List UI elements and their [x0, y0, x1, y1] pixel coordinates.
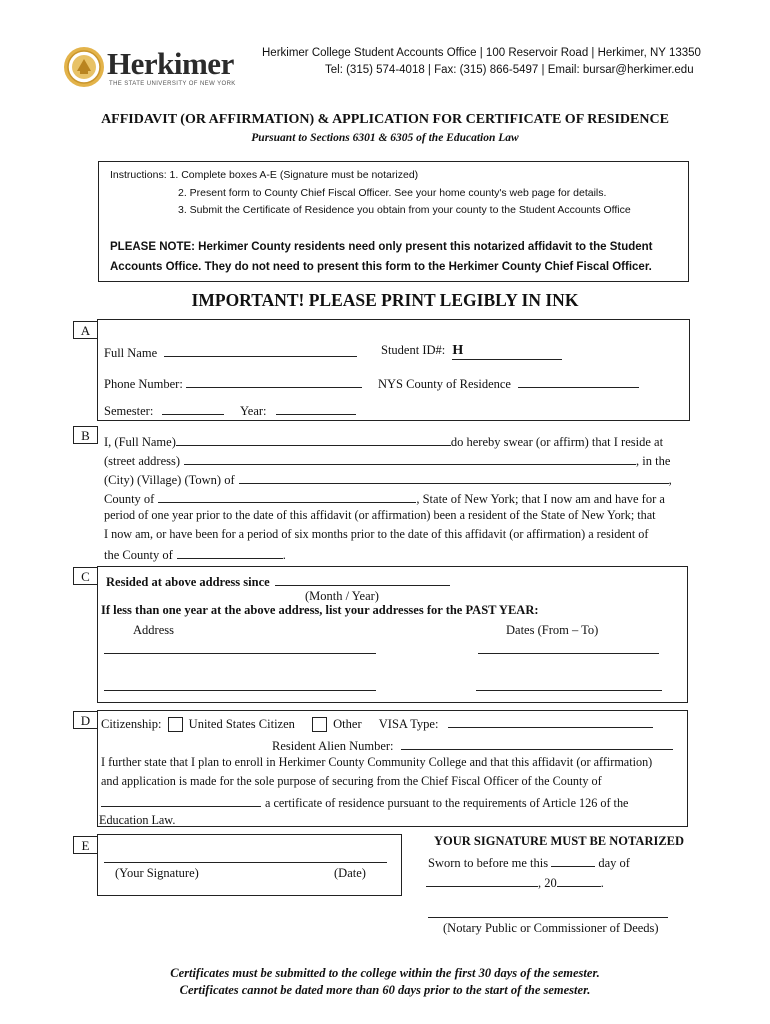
full-name-label [104, 343, 357, 361]
your-signature-caption: (Your Signature) [115, 866, 199, 880]
notarized-heading: YOUR SIGNATURE MUST BE NOTARIZED [434, 834, 685, 848]
prior-address-field-2[interactable] [104, 690, 376, 691]
alien-number-line [272, 736, 673, 754]
phone-label [104, 374, 362, 392]
student-id-text: Student ID#: [381, 343, 446, 357]
in-the-text: , in the [636, 454, 671, 468]
day-of-text: day of [598, 856, 630, 870]
sworn-year-line [426, 873, 604, 891]
year-field[interactable] [276, 401, 356, 415]
section-d-para-3 [101, 793, 628, 811]
notary-signature-field[interactable] [428, 917, 668, 918]
college-seal-icon [63, 46, 105, 88]
chief-fiscal-county-field[interactable] [101, 793, 261, 807]
logo-tagline: THE STATE UNIVERSITY OF NEW YORK [109, 81, 236, 87]
section-b-line-4 [104, 489, 665, 507]
city-field[interactable] [239, 470, 669, 484]
student-id-field[interactable] [452, 343, 562, 360]
phone-field[interactable] [186, 374, 362, 388]
date-caption: (Date) [334, 866, 366, 880]
footer-line-1: Certificates must be submitted to the college within the first 30 days of the semester. [170, 966, 600, 980]
instructions-box [98, 161, 689, 282]
sworn-day-field[interactable] [551, 853, 595, 867]
county-residence-field[interactable] [518, 374, 639, 388]
county-of-field[interactable] [158, 489, 416, 503]
sworn-year-field[interactable] [557, 873, 601, 887]
section-b-line-1 [104, 432, 663, 450]
street-address-field[interactable] [184, 451, 636, 465]
year-suffix-text: . [600, 876, 604, 890]
form-title: AFFIDAVIT (OR AFFIRMATION) & APPLICATION FOR CERTIFICATE OF RESIDENCE [101, 112, 669, 127]
visa-type-text: VISA Type: [378, 717, 439, 731]
section-d-label: D [73, 711, 98, 729]
phone-text: Phone Number: [104, 377, 183, 391]
us-citizen-checkbox[interactable] [168, 717, 183, 732]
county-residence-text: NYS County of Residence [378, 377, 511, 391]
student-id-prefix: H [452, 343, 464, 358]
street-address-text: (street address) [104, 454, 181, 468]
year-text: Year: [240, 404, 267, 418]
city-text: (City) (Village) (Town) of [104, 473, 235, 487]
full-name-oath-text: I, (Full Name) [104, 435, 176, 449]
citizenship-line [101, 714, 653, 734]
form-subtitle: Pursuant to Sections 6301 & 6305 of the Education Law [251, 132, 519, 144]
full-name-field[interactable] [164, 343, 357, 357]
section-c-label: C [73, 567, 98, 585]
state-text: , State of New York; that I now am and have for a [416, 492, 665, 506]
notary-caption: (Notary Public or Commissioner of Deeds) [443, 921, 659, 935]
section-e-box [97, 834, 402, 896]
sworn-month-field[interactable] [426, 873, 538, 887]
college-logo [63, 44, 243, 90]
prior-address-field-1[interactable] [104, 653, 376, 654]
year-label [240, 401, 356, 419]
county-of-2-text: the County of [104, 548, 173, 562]
section-d-para-4: Education Law. [99, 813, 176, 827]
comma-text: , [668, 473, 672, 487]
alien-number-text: Resident Alien Number: [272, 739, 394, 753]
us-citizen-text: United States Citizen [188, 717, 295, 731]
resided-since-field[interactable] [275, 572, 450, 586]
county-residence-label [378, 374, 639, 392]
instruction-step-1: Instructions: 1. Complete boxes A-E (Signature must be notarized) [110, 169, 419, 181]
section-b-label: B [73, 426, 98, 444]
oath-full-name-field[interactable] [176, 432, 451, 446]
period-text: . [282, 548, 286, 562]
swear-text: do hereby swear (or affirm) that I reside at [450, 435, 664, 449]
office-contact: Tel: (315) 574-4018 | Fax: (315) 866-5497 | Email: bursar@herkimer.edu [325, 64, 694, 76]
resided-text: Resided at above address since [106, 575, 270, 589]
alien-number-field[interactable] [401, 736, 673, 750]
important-heading: IMPORTANT! PLEASE PRINT LEGIBLY IN INK [191, 290, 579, 310]
instruction-step-3: 3. Submit the Certificate of Residence you obtain from your county to the Student Accounts Office [178, 204, 631, 216]
full-name-text: Full Name [104, 346, 158, 360]
section-b-line-5: period of one year prior to the date of this affidavit (or affirmation) been a resident of the State of New York; that [104, 508, 656, 522]
instruction-step-2: 2. Present form to County Chief Fiscal Officer. See your home county's web page for details. [178, 187, 607, 199]
section-b-line-2 [104, 451, 670, 469]
prior-dates-field-2[interactable] [476, 690, 662, 691]
note-line-1: PLEASE NOTE: Herkimer County residents need only present this notarized affidavit to the Student [110, 241, 653, 253]
footer-line-2: Certificates cannot be dated more than 60 days prior to the start of the semester. [179, 983, 591, 997]
year-prefix-text: , 20 [538, 876, 557, 890]
county-of-text: County of [104, 492, 155, 506]
visa-type-field[interactable] [448, 714, 653, 728]
county-of-2-field[interactable] [177, 545, 283, 559]
signature-field[interactable] [104, 862, 387, 863]
section-e-label: E [73, 836, 98, 854]
article-text: a certificate of residence pursuant to the requirements of Article 126 of the [265, 796, 629, 810]
address-column-header: Address [133, 623, 174, 637]
sworn-text: Sworn to before me this [428, 856, 549, 870]
section-d-para-1: I further state that I plan to enroll in Herkimer County Community College and that this affidavit (or affirmation) [101, 755, 653, 769]
section-b-line-7 [104, 545, 286, 563]
dates-column-header: Dates (From – To) [506, 623, 599, 637]
resided-line [106, 572, 450, 590]
note-line-2: Accounts Office. They do not need to present this form to the Herkimer County Chief Fiscal Officer. [110, 261, 652, 273]
student-id-label [381, 343, 562, 360]
other-citizenship-checkbox[interactable] [312, 717, 327, 732]
semester-field[interactable] [162, 401, 224, 415]
semester-label [104, 401, 224, 419]
section-b-line-3 [104, 470, 672, 488]
sworn-line [428, 853, 630, 871]
office-address: Herkimer College Student Accounts Office | 100 Reservoir Road | Herkimer, NY 13350 [262, 47, 701, 59]
section-a-label: A [73, 321, 98, 339]
citizenship-text: Citizenship: [101, 717, 162, 731]
past-year-instruction: If less than one year at the above address, list your addresses for the PAST YEAR: [101, 603, 539, 617]
month-year-hint: (Month / Year) [305, 589, 379, 603]
other-text: Other [333, 717, 362, 731]
semester-text: Semester: [104, 404, 154, 418]
section-d-para-2: and application is made for the sole purpose of securing from the Chief Fiscal Officer of the County of [101, 774, 602, 788]
logo-name: Herkimer [107, 46, 234, 81]
prior-dates-field-1[interactable] [478, 653, 659, 654]
section-b-line-6: I now am, or have been for a period of six months prior to the date of this affidavit (or affirmation) a resident of [104, 527, 649, 541]
